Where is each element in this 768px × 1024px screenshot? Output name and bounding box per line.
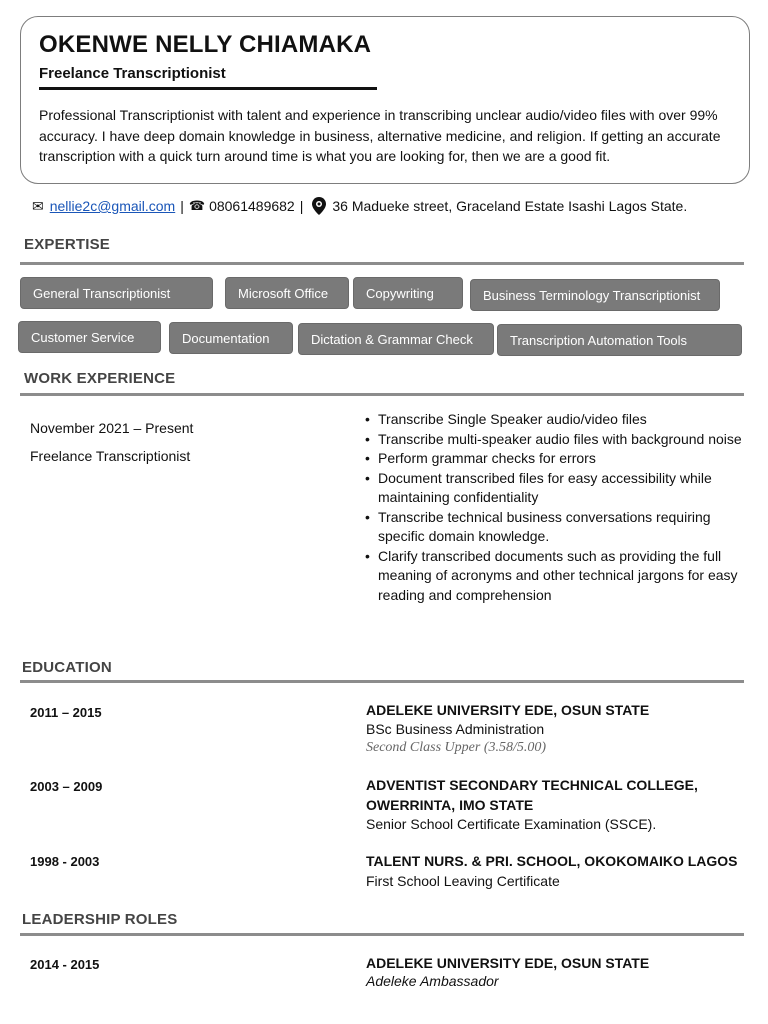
section-title-work-experience: WORK EXPERIENCE (24, 370, 176, 387)
education-school: ADELEKE UNIVERSITY EDE, OSUN STATE (366, 702, 650, 718)
contact-line (32, 197, 687, 215)
list-item: • Transcribe technical business conversations requiring specific domain knowledge. (364, 508, 744, 547)
skill-chip: Copywriting (353, 277, 463, 309)
work-responsibilities (364, 410, 744, 605)
skill-chip: Customer Service (18, 321, 161, 353)
list-item: • Document transcribed files for easy accessibility while maintaining confidentiality (364, 469, 744, 508)
education-date: 2003 – 2009 (30, 779, 103, 794)
skill-chip: Transcription Automation Tools (497, 324, 742, 356)
section-rule (20, 393, 744, 396)
education-school: ADVENTIST SECONDARY TECHNICAL COLLEGE, OWERRINTA, IMO STATE (366, 777, 698, 813)
phone-number: 08061489682 (209, 198, 295, 214)
list-item: • Transcribe multi-speaker audio files with background noise (364, 430, 744, 450)
leadership-date: 2014 - 2015 (30, 957, 100, 972)
location-pin-icon (312, 197, 326, 215)
education-detail: BSc Business Administration (366, 721, 545, 737)
work-role: Freelance Transcriptionist (30, 448, 191, 464)
leadership-organization: ADELEKE UNIVERSITY EDE, OSUN STATE (366, 955, 650, 971)
education-date: 2011 – 2015 (30, 705, 102, 720)
envelope-icon: ✉ (32, 197, 44, 214)
list-item: • Transcribe Single Speaker audio/video files (364, 410, 744, 430)
professional-summary: Professional Transcriptionist with talent and experience in transcribing unclear audio/video files with over 99% accuracy. I have deep domain knowledge in business, alternative medicine, and religion. If getting an accurate transcription with a quick turn around time is what you are looking for, then we are a good fit. (39, 107, 721, 164)
address: 36 Madueke street, Graceland Estate Isashi Lagos State. (332, 198, 688, 214)
leadership-role: Adeleke Ambassador (366, 973, 499, 989)
section-rule (20, 680, 744, 683)
skill-chip: Microsoft Office (225, 277, 349, 309)
skill-chip: Documentation (169, 322, 293, 354)
candidate-role: Freelance Transcriptionist (39, 65, 226, 82)
candidate-name: OKENWE NELLY CHIAMAKA (39, 31, 372, 58)
skill-chip: General Transcriptionist (20, 277, 213, 309)
contact-separator: | (180, 198, 184, 214)
list-item: • Clarify transcribed documents such as providing the full meaning of acronyms and other technical jargons for easy reading and comprehension (364, 547, 744, 606)
work-date: November 2021 – Present (30, 420, 194, 436)
section-rule (20, 262, 744, 265)
list-item: • Perform grammar checks for errors (364, 449, 744, 469)
education-detail: Senior School Certificate Examination (SSCE). (366, 816, 657, 832)
telephone-icon: ☎ (188, 198, 206, 213)
section-title-education: EDUCATION (22, 659, 112, 676)
education-school: TALENT NURS. & PRI. SCHOOL, OKOKOMAIKO LAGOS (366, 853, 738, 869)
role-underline (39, 87, 377, 90)
section-title-expertise: EXPERTISE (24, 236, 110, 253)
section-rule (20, 933, 744, 936)
skill-chip: Business Terminology Transcriptionist (470, 279, 720, 311)
header-box (20, 16, 750, 184)
education-date: 1998 - 2003 (30, 854, 100, 869)
education-grade: Second Class Upper (3.58/5.00) (366, 740, 547, 755)
contact-separator: | (299, 198, 304, 214)
email-link[interactable]: nellie2c@gmail.com (49, 198, 176, 214)
skill-chip: Dictation & Grammar Check (298, 323, 494, 355)
education-detail: First School Leaving Certificate (366, 873, 560, 889)
section-title-leadership: LEADERSHIP ROLES (22, 911, 178, 928)
